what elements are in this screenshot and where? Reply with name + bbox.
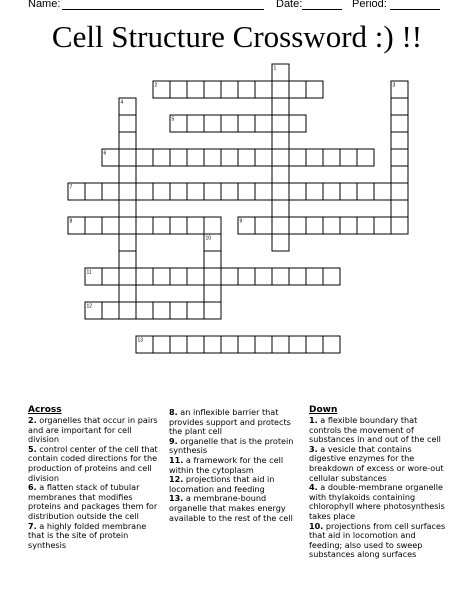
down-clues-column	[309, 405, 449, 560]
crossword-cell[interactable]	[204, 183, 221, 200]
crossword-cell[interactable]	[289, 81, 306, 98]
cell-number: 3	[392, 82, 396, 89]
crossword-cell[interactable]	[119, 234, 136, 251]
crossword-cell[interactable]	[153, 217, 170, 234]
across-clues-column-2	[169, 408, 297, 523]
crossword-cell[interactable]	[374, 183, 391, 200]
crossword-cell[interactable]	[323, 217, 340, 234]
crossword-cell[interactable]	[238, 81, 255, 98]
clue-down: 10. projections from cell surfaces that aid in locomotion and feeding; also used to sweep substances along surfaces	[309, 520, 446, 560]
across-clues-column-1	[28, 405, 158, 550]
crossword-cell[interactable]	[170, 183, 187, 200]
crossword-cell[interactable]	[391, 200, 408, 217]
crossword-cell[interactable]	[391, 166, 408, 183]
clue-across: 6. a flatten stack of tubular membranes that modifies proteins and packages them for distribution outside the cell	[28, 482, 158, 521]
cell-number: 11	[86, 269, 92, 276]
clue-down: 3. a vesicle that contains digestive enzymes for the breakdown of excess or wore-out cellular substances	[309, 443, 444, 483]
crossword-cell[interactable]	[204, 302, 221, 319]
crossword-cell[interactable]	[357, 217, 374, 234]
cell-number: 8	[69, 218, 73, 225]
crossword-cell[interactable]	[119, 302, 136, 319]
cell-number: 10	[205, 235, 212, 242]
crossword-cell[interactable]	[102, 268, 119, 285]
crossword-cell[interactable]	[255, 149, 272, 166]
crossword-cell[interactable]	[119, 200, 136, 217]
crossword-cell[interactable]	[340, 183, 357, 200]
crossword-cell[interactable]	[119, 132, 136, 149]
crossword-cell[interactable]	[323, 149, 340, 166]
crossword-cell[interactable]	[391, 217, 408, 234]
crossword-cell[interactable]	[153, 336, 170, 353]
crossword-cell[interactable]	[306, 183, 323, 200]
crossword-cell[interactable]	[289, 183, 306, 200]
crossword-cell[interactable]	[238, 115, 255, 132]
crossword-cell[interactable]	[306, 336, 323, 353]
crossword-cell[interactable]	[306, 217, 323, 234]
crossword-cell[interactable]	[119, 217, 136, 234]
crossword-cell[interactable]	[187, 81, 204, 98]
clue-across: 11. a framework for the cell within the cytoplasm	[169, 454, 284, 475]
crossword-cell[interactable]	[255, 217, 272, 234]
crossword-cell[interactable]	[119, 149, 136, 166]
cell-number: 6	[103, 150, 107, 157]
crossword-cell[interactable]	[272, 98, 289, 115]
crossword-cell[interactable]	[204, 115, 221, 132]
crossword-cell[interactable]	[153, 149, 170, 166]
crossword-cell[interactable]	[221, 115, 238, 132]
crossword-cell[interactable]	[323, 268, 340, 285]
crossword-cell[interactable]	[221, 81, 238, 98]
crossword-cell[interactable]	[306, 149, 323, 166]
crossword-cell[interactable]	[136, 149, 153, 166]
crossword-cell[interactable]	[119, 251, 136, 268]
crossword-cell[interactable]	[255, 336, 272, 353]
clue-across: 13. a membrane-bound organelle that makes energy available to the rest of the cell	[169, 493, 293, 523]
crossword-cell[interactable]	[391, 149, 408, 166]
crossword-cell[interactable]	[187, 217, 204, 234]
crossword-cell[interactable]	[289, 217, 306, 234]
crossword-cell[interactable]	[272, 115, 289, 132]
crossword-cell[interactable]	[238, 183, 255, 200]
crossword-cell[interactable]	[255, 81, 272, 98]
crossword-cell[interactable]	[272, 81, 289, 98]
crossword-cell[interactable]	[340, 149, 357, 166]
crossword-cell[interactable]	[170, 302, 187, 319]
crossword-cell[interactable]	[102, 302, 119, 319]
crossword-cell[interactable]	[272, 336, 289, 353]
cell-number: 5	[171, 116, 175, 123]
crossword-cell[interactable]	[204, 149, 221, 166]
crossword-cell[interactable]	[102, 183, 119, 200]
crossword-cell[interactable]	[340, 217, 357, 234]
clue-down: 4. a double-membrane organelle with thylakoids containing chlorophyll where photosynthesis takes place	[309, 482, 445, 521]
period-label: Period:	[352, 0, 387, 10]
cell-number: 7	[69, 184, 73, 191]
crossword-cell[interactable]	[153, 183, 170, 200]
crossword-cell[interactable]	[187, 336, 204, 353]
crossword-cell[interactable]	[221, 268, 238, 285]
crossword-cell[interactable]	[272, 166, 289, 183]
crossword-cell[interactable]	[136, 302, 153, 319]
crossword-cell[interactable]	[272, 268, 289, 285]
crossword-cell[interactable]	[119, 115, 136, 132]
crossword-cell[interactable]	[170, 81, 187, 98]
crossword-cell[interactable]	[374, 217, 391, 234]
crossword-cell[interactable]	[204, 336, 221, 353]
crossword-cell[interactable]	[187, 268, 204, 285]
crossword-cell[interactable]	[85, 183, 102, 200]
crossword-cell[interactable]	[170, 268, 187, 285]
crossword-cell[interactable]	[289, 336, 306, 353]
crossword-cell[interactable]	[306, 268, 323, 285]
crossword-cell[interactable]	[153, 268, 170, 285]
crossword-cell[interactable]	[221, 183, 238, 200]
crossword-cell[interactable]	[85, 217, 102, 234]
crossword-cell[interactable]	[323, 336, 340, 353]
crossword-cell[interactable]	[238, 268, 255, 285]
crossword-cell[interactable]	[119, 183, 136, 200]
crossword-cell[interactable]	[272, 234, 289, 251]
cell-number: 2	[154, 82, 158, 89]
name-label: Name:	[28, 0, 61, 10]
crossword-cell[interactable]	[170, 336, 187, 353]
clue-across: 2. organelles that occur in pairs and are important for cell division	[28, 415, 158, 445]
clue-across: 8. an inflexible barrier that provides support and protects the plant cell	[169, 407, 291, 437]
crossword-cell[interactable]	[221, 149, 238, 166]
crossword-cell[interactable]	[238, 336, 255, 353]
crossword-cell[interactable]	[357, 149, 374, 166]
clue-down: 1. a flexible boundary that controls the movement of substances in and out of the cell	[309, 415, 441, 445]
crossword-cell[interactable]	[119, 285, 136, 302]
crossword-cell[interactable]	[238, 149, 255, 166]
crossword-cell[interactable]	[187, 149, 204, 166]
crossword-cell[interactable]	[187, 302, 204, 319]
crossword-cell[interactable]	[187, 183, 204, 200]
crossword-cell[interactable]	[204, 81, 221, 98]
crossword-cell[interactable]	[306, 81, 323, 98]
crossword-cell[interactable]	[289, 149, 306, 166]
crossword-cell[interactable]	[391, 132, 408, 149]
clue-across: 9. organelle that is the protein synthesis	[169, 435, 294, 456]
crossword-cell[interactable]	[391, 183, 408, 200]
crossword-cell[interactable]	[391, 98, 408, 115]
cell-number: 12	[86, 303, 93, 310]
crossword-cell[interactable]	[102, 217, 119, 234]
cell-number: 9	[239, 218, 243, 225]
crossword-cell[interactable]	[170, 217, 187, 234]
clue-across: 5. control center of the cell that contain coded directions for the production of proteins and cell division	[28, 443, 158, 483]
crossword-cell[interactable]	[272, 200, 289, 217]
crossword-cell[interactable]	[221, 336, 238, 353]
down-heading: Down	[309, 405, 338, 415]
crossword-cell[interactable]	[170, 149, 187, 166]
cell-number: 4	[120, 99, 124, 106]
crossword-cell[interactable]	[357, 183, 374, 200]
crossword-cell[interactable]	[119, 268, 136, 285]
crossword-cell[interactable]	[255, 183, 272, 200]
page-title: Cell Structure Crossword :) !!	[51, 19, 423, 54]
crossword-cell[interactable]	[136, 268, 153, 285]
cell-number: 13	[137, 337, 144, 344]
crossword-cell[interactable]	[272, 132, 289, 149]
crossword-cell[interactable]	[187, 115, 204, 132]
crossword-cell[interactable]	[204, 285, 221, 302]
crossword-cell[interactable]	[272, 183, 289, 200]
crossword-cell[interactable]	[272, 149, 289, 166]
crossword-cell[interactable]	[391, 115, 408, 132]
crossword-cell[interactable]	[255, 268, 272, 285]
crossword-cell[interactable]	[153, 302, 170, 319]
crossword-cell[interactable]	[272, 217, 289, 234]
across-heading: Across	[28, 405, 62, 415]
crossword-cell[interactable]	[136, 217, 153, 234]
crossword-cell[interactable]	[255, 115, 272, 132]
crossword-cell[interactable]	[289, 115, 306, 132]
crossword-cell[interactable]	[204, 251, 221, 268]
crossword-cell[interactable]	[204, 268, 221, 285]
clue-across: 12. projections that aid in locomation and feeding	[169, 474, 275, 494]
crossword-cell[interactable]	[119, 166, 136, 183]
cell-number: 1	[273, 65, 277, 72]
crossword-cell[interactable]	[204, 217, 221, 234]
date-label: Date:	[276, 0, 303, 10]
crossword-cell[interactable]	[136, 183, 153, 200]
crossword-cell[interactable]	[323, 183, 340, 200]
clue-across: 7. a highly folded membrane that is the site of protein synthesis	[28, 520, 147, 550]
crossword-cell[interactable]	[289, 268, 306, 285]
